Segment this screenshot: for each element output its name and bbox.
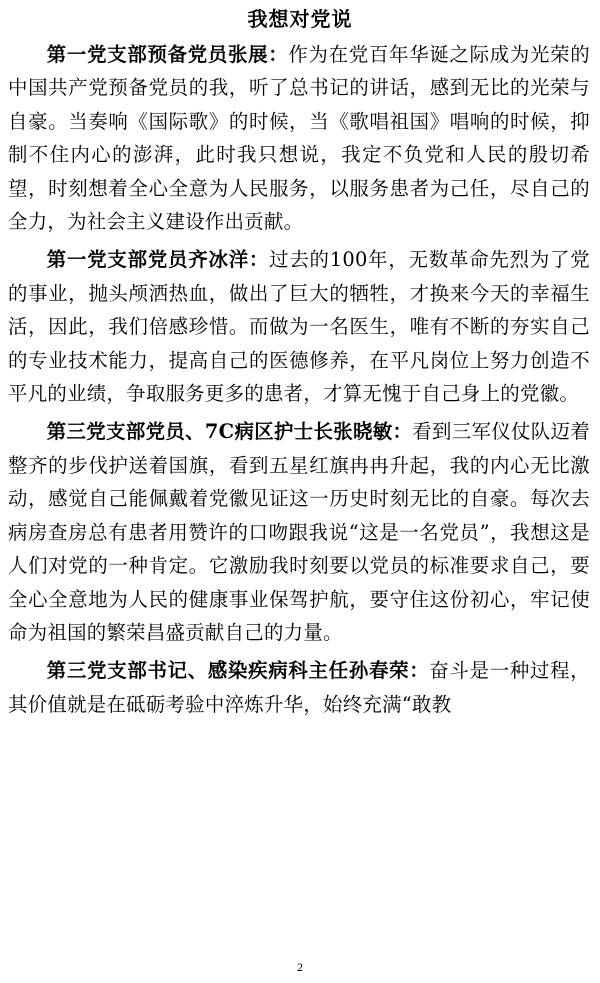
paragraph-qi-bingyang <box>8 243 590 410</box>
paragraph-text: 看到三军仪仗队迈着整齐的步伐护送着国旗，看到五星红旗冉冉升起，我的内心无比激动，感觉自己能佩戴着党徽见证这一历史时刻无比的自豪。每次去病房查房总有患者用赞许的口吻跟我说“这是一名党员”，我想这是人们对党的一种肯定。它激励我时刻要以党员的标准要求自己，要全心全意地为人民的健康事业保驾护航，要守住这份初心，牢记使命为祖国的繁荣昌盛贡献自己的力量。 <box>8 420 591 644</box>
paragraph-text: 奋斗是一种过程，其价值就是在砥砺考验中淬炼升华，始终充满“敢教 <box>8 659 590 716</box>
paragraph-zhang-zhan <box>8 38 590 238</box>
page-number: 2 <box>297 960 303 974</box>
paragraph-sun-chunrong <box>8 654 590 721</box>
document-title: 我想对党说 <box>247 7 353 31</box>
paragraph-text: 过去的100年，无数革命先烈为了党的事业，抛头颅洒热血，做出了巨大的牺牲，才换来今天的幸福生活，因此，我们倍感珍惜。而做为一名医生，唯有不断的夯实自己的专业技术能力，提高自己的医德修养，在平凡岗位上努力创造不平凡的业绩，争取服务更多的患者，才算无愧于自己身上的党徽。 <box>8 248 590 406</box>
speaker-label: 第三党支部书记、感染疾病科主任孙春荣： <box>46 659 430 683</box>
speaker-label: 第一党支部党员齐冰洋： <box>46 248 270 272</box>
speaker-label: 第一党支部预备党员张展： <box>46 43 289 66</box>
paragraph-zhang-xiaomin <box>8 415 590 649</box>
speaker-label: 第三党支部党员、7C病区护士长张晓敏： <box>46 420 413 444</box>
document-body <box>8 38 590 726</box>
paragraph-text: 作为在党百年华诞之际成为光荣的中国共产党预备党员的我，听了总书记的讲话，感到无比的光荣与自豪。当奏响《国际歌》的时候，当《歌唱祖国》唱响的时候，抑制不住内心的澎湃，此时我只想说，我定不负党和人民的殷切希望，时刻想着全心全意为人民服务，以服务患者为己任，尽自己的全力，为社会主义建设作出贡献。 <box>8 43 590 234</box>
